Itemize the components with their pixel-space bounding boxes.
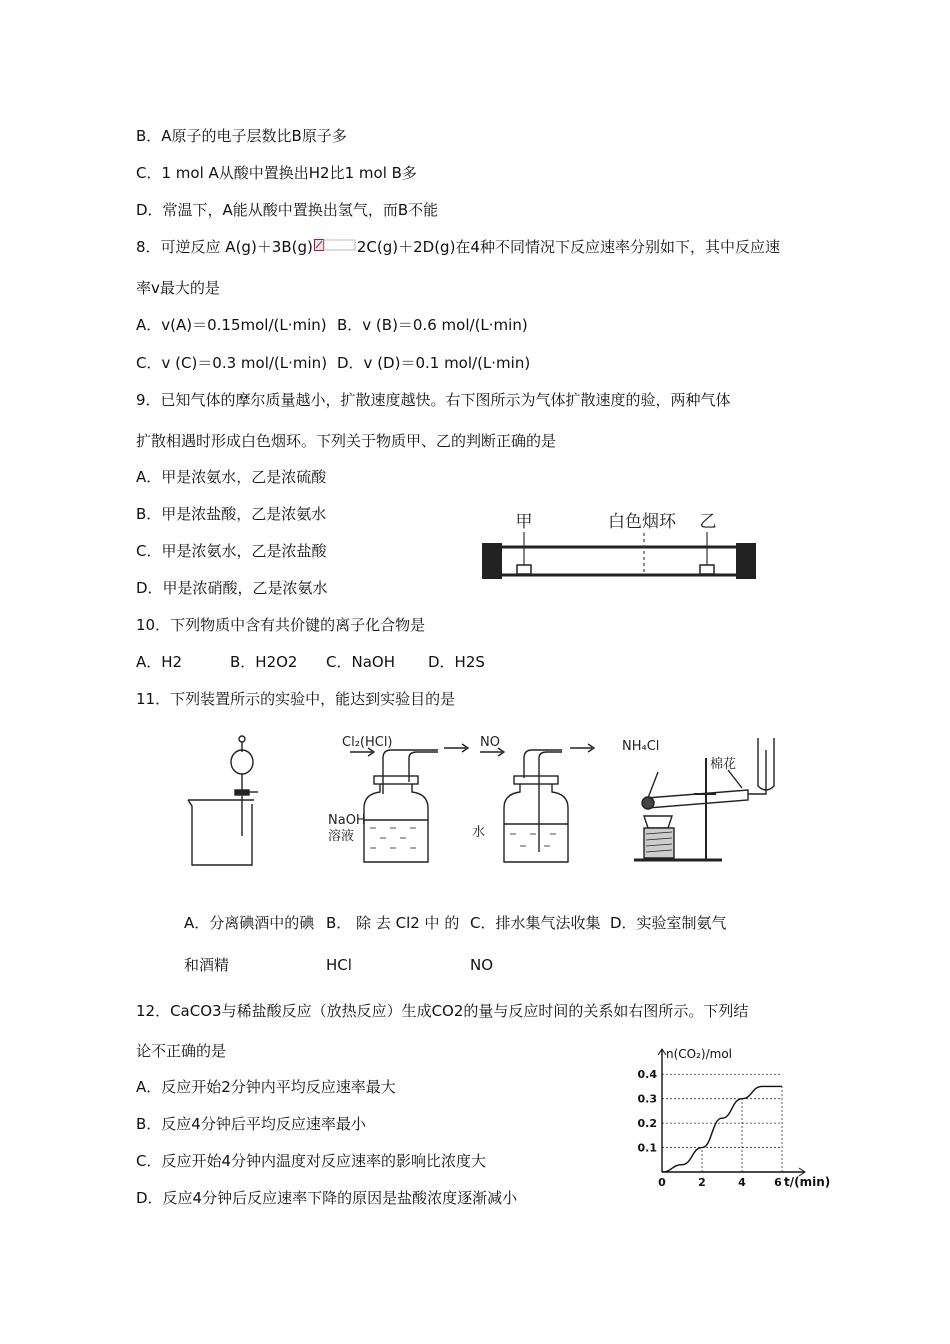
q7-option-c: C．1 mol A从酸中置换出H2比1 mol B多 [136, 164, 417, 182]
q12-option-d: D．反应4分钟后反应速率下降的原因是盐酸浓度逐渐减小 [136, 1189, 518, 1207]
q9-option-c: C．甲是浓氨水，乙是浓盐酸 [136, 542, 327, 560]
chart-x-tick-label: 4 [738, 1176, 746, 1189]
q8-option-c: C．v (C)＝0.3 mol/(L·min) [136, 354, 328, 372]
q8-option-d: D．v (D)＝0.1 mol/(L·min) [337, 354, 531, 372]
q11-option-d-line1: D．实验室制氨气 [610, 914, 727, 932]
chart-y-axis-label: n(CO₂)/mol [666, 1047, 733, 1061]
left-stopper [482, 543, 502, 579]
q8-stem-line2: 率v最大的是 [136, 279, 220, 297]
q11-option-a-line2: 和酒精 [184, 956, 230, 974]
co2-time-chart [634, 1044, 831, 1189]
q10-option-c: C．NaOH [326, 653, 395, 671]
separatory-funnel-apparatus [188, 736, 258, 865]
q11-option-a-line1: A．分离碘酒中的碘 [184, 914, 315, 932]
chart-x-tick-label: 0 [658, 1176, 666, 1189]
q11-option-c-line1: C．排水集气法收集 [470, 914, 601, 932]
q11-option-c-line2: NO [470, 956, 494, 974]
q8-stem-line1 [136, 237, 780, 258]
right-cotton-wad [700, 565, 714, 574]
chart-y-tick-label: 0.3 [637, 1092, 657, 1106]
liquid-label-water: 水 [472, 825, 486, 840]
gas-label-no: NO [480, 735, 500, 750]
q8-stem-part2: 2C(g)＋2D(g)在4种不同情况下反应速率分别如下，其中反应速 [356, 238, 780, 256]
solution-label-naoh: NaOH [328, 813, 366, 828]
q9-stem-line1: 9．已知气体的摩尔质量越小，扩散速度越快。右下图所示为气体扩散速度的验，两种气体 [136, 391, 731, 409]
q8-option-a: A．v(A)＝0.15mol/(L·min) [136, 316, 327, 334]
q12-option-a: A．反应开始2分钟内平均反应速率最大 [136, 1078, 396, 1096]
tube-label-yi: 乙 [699, 512, 717, 532]
q10-option-d: D．H2S [428, 653, 485, 671]
q10-option-b: B．H2O2 [230, 653, 298, 671]
q11-option-b-line1: B． 除 去 Cl2 中 的 [326, 914, 460, 932]
q9-stem-line2: 扩散相遇时形成白色烟环。下列关于物质甲、乙的判断正确的是 [136, 432, 557, 450]
gas-collection-bottle-c [472, 735, 594, 862]
q10-option-a: A．H2 [136, 653, 183, 671]
ammonia-preparation-apparatus [622, 738, 774, 860]
solution-label-rongye: 溶液 [328, 829, 355, 844]
q11-option-b-line2: HCl [326, 956, 352, 974]
chart-x-axis-label: t/(min) [784, 1175, 831, 1189]
q12-option-b: B．反应4分钟后平均反应速率最小 [136, 1115, 366, 1133]
equilibrium-arrow-icon [314, 237, 356, 258]
q8-option-b: B．v (B)＝0.6 mol/(L·min) [337, 316, 528, 334]
tube-label-smoke-ring: 白色烟环 [608, 512, 676, 532]
gas-label-cl2: Cl₂(HCl) [342, 735, 393, 750]
q12-stem-line1: 12．CaCO3与稀盐酸反应（放热反应）生成CO2的量与反应时间的关系如右图所示。下列结 [136, 1002, 749, 1020]
q12-stem-line2: 论不正确的是 [136, 1042, 227, 1060]
q9-option-b: B．甲是浓盐酸，乙是浓氨水 [136, 505, 327, 523]
q10-stem: 10．下列物质中含有共价键的离子化合物是 [136, 616, 426, 634]
apparatus-figure [176, 728, 796, 873]
reagent-label-nh4cl: NH₄Cl [622, 739, 660, 754]
chart-y-tick-label: 0.2 [637, 1117, 657, 1131]
diffusion-tube-figure [478, 505, 760, 585]
right-stopper [736, 543, 756, 579]
chart-y-tick-label: 0.4 [637, 1068, 657, 1082]
q11-stem: 11．下列装置所示的实验中，能达到实验目的是 [136, 690, 456, 708]
q12-option-c: C．反应开始4分钟内温度对反应速率的影响比浓度大 [136, 1152, 487, 1170]
left-cotton-wad [517, 565, 531, 574]
q7-option-b: B．A原子的电子层数比B原子多 [136, 127, 347, 145]
q7-option-d: D．常温下，A能从酸中置换出氢气，而B不能 [136, 201, 439, 219]
chart-y-tick-label: 0.1 [637, 1141, 657, 1155]
chart-series-line [662, 1086, 782, 1172]
reagent-label-cotton: 棉花 [710, 757, 737, 772]
chart-x-tick-label: 6 [774, 1176, 782, 1189]
q8-stem-part1: 8．可逆反应 A(g)＋3B(g) [136, 238, 313, 256]
gas-wash-bottle-b [328, 735, 468, 862]
chart-axes [658, 1049, 805, 1176]
co2-chart-svg [634, 1044, 831, 1189]
chart-x-tick-label: 2 [698, 1176, 706, 1189]
q9-option-a: A．甲是浓氨水，乙是浓硫酸 [136, 468, 327, 486]
q9-option-d: D．甲是浓硝酸，乙是浓氨水 [136, 579, 328, 597]
chart-gridlines [662, 1074, 782, 1172]
tube-label-jia: 甲 [515, 512, 533, 532]
